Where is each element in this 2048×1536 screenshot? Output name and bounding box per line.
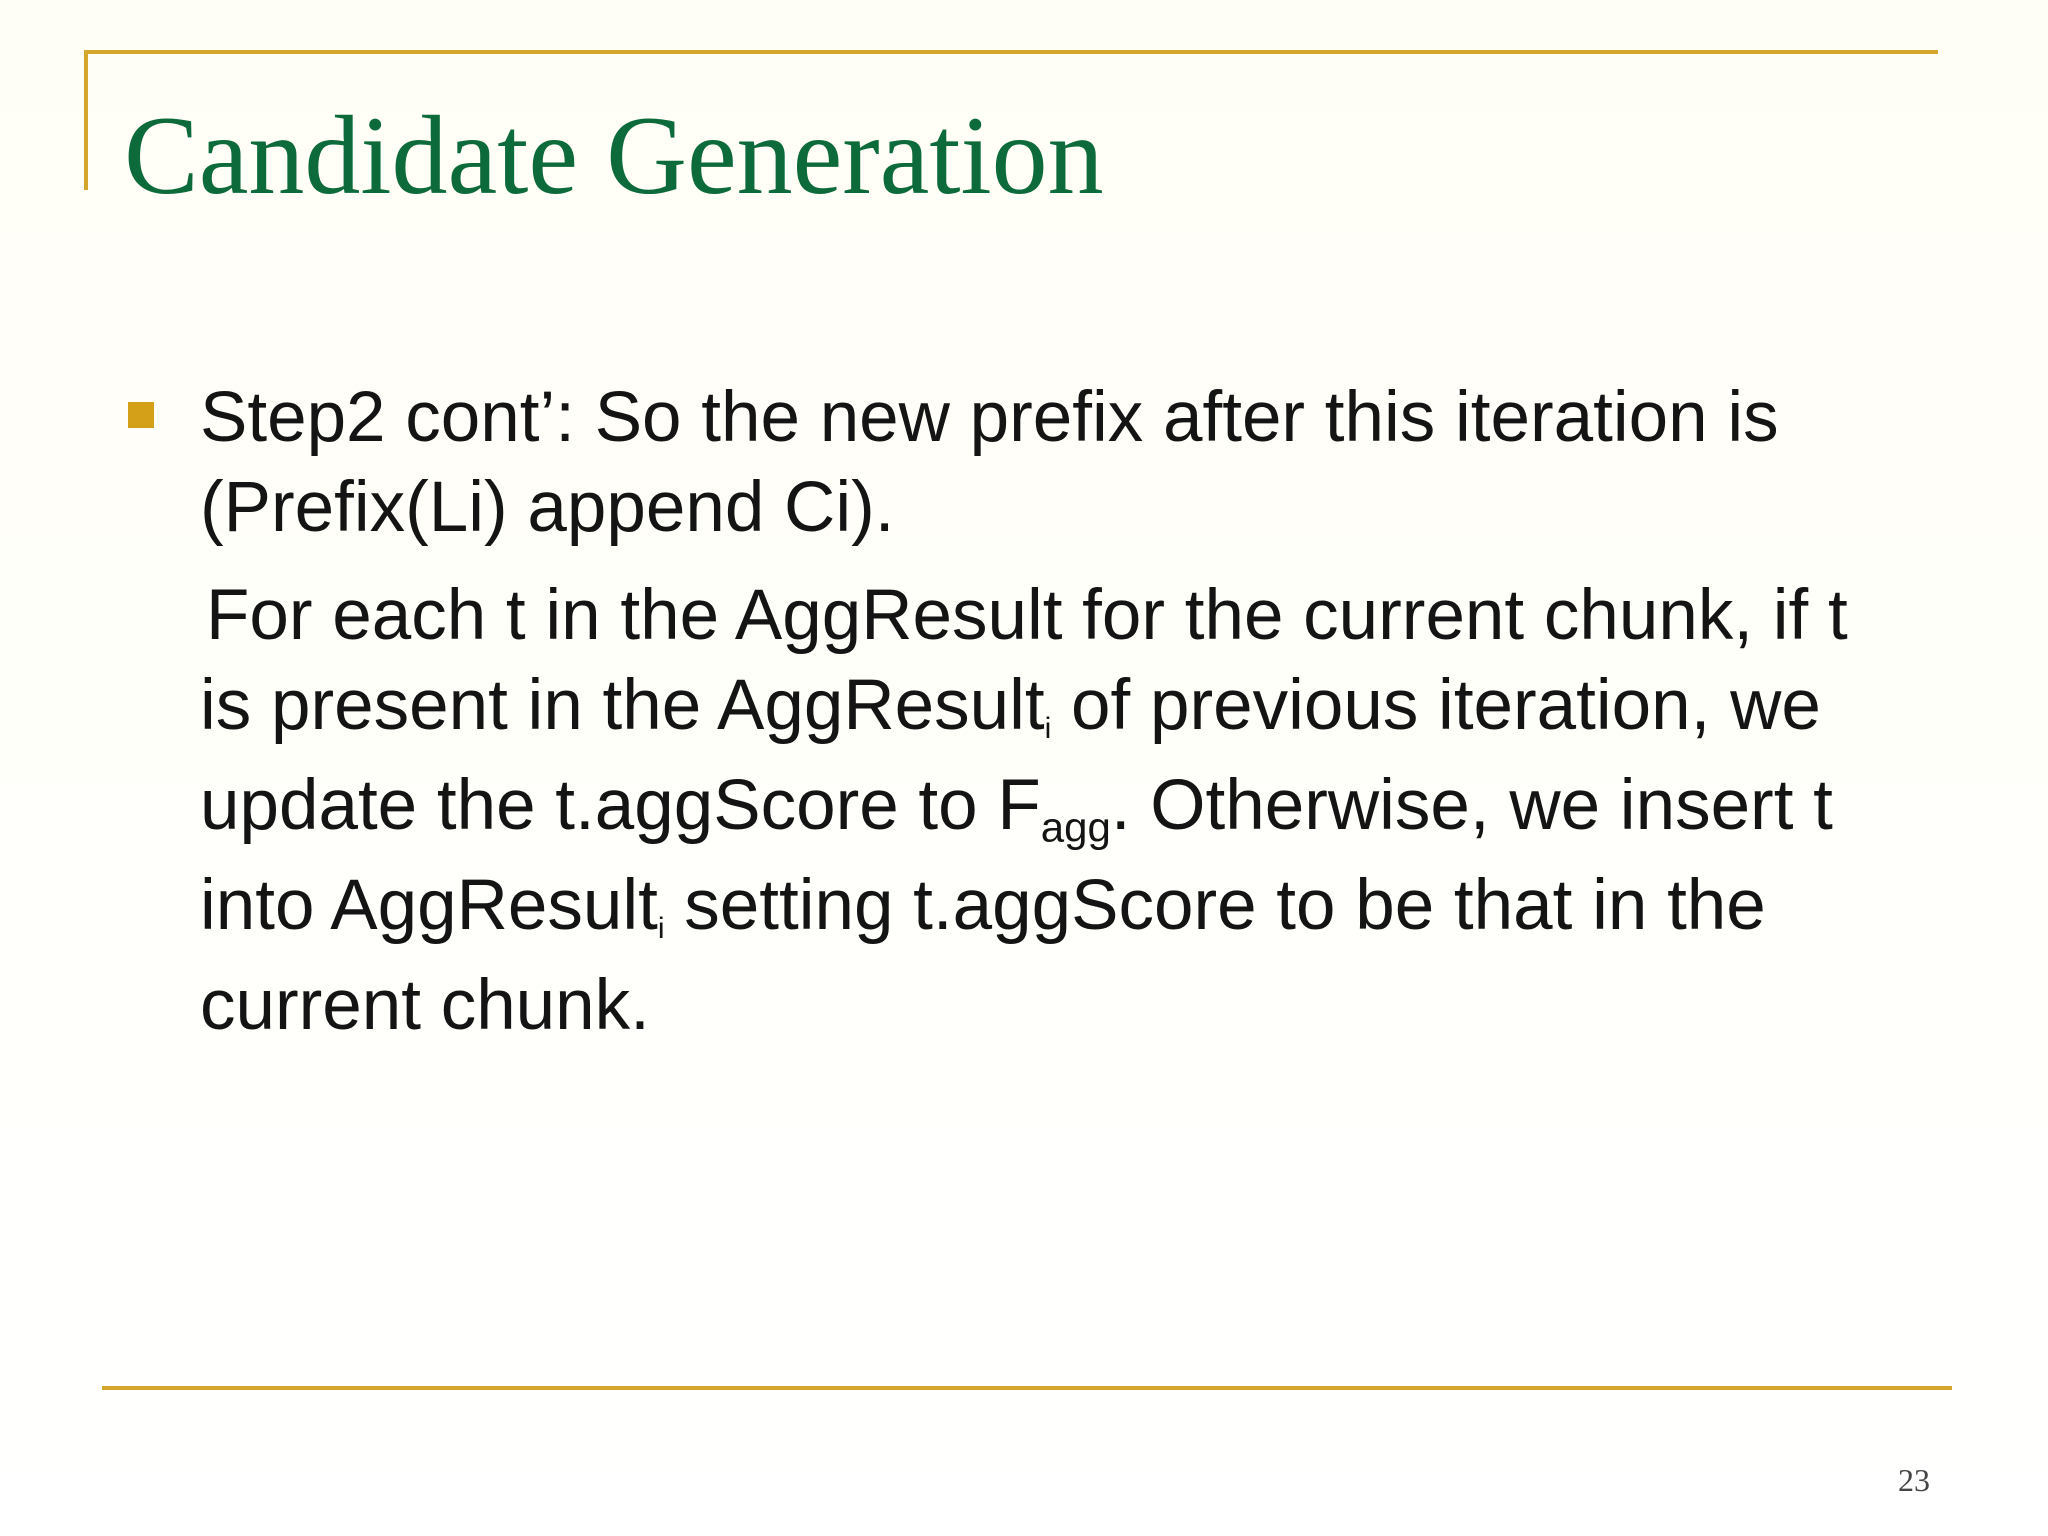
body-line-6-text-b: setting t.aggScore to be that in the — [664, 866, 1766, 945]
body-line-4 — [200, 664, 1821, 748]
bottom-accent-rule — [102, 1386, 1952, 1390]
body-line-4-text-a: is present in the AggResult — [200, 666, 1045, 745]
top-accent-rule — [84, 50, 1938, 54]
subscript-agg: agg — [1040, 803, 1111, 851]
body-line-6-text-a: into AggResult — [200, 866, 658, 945]
body-line-7: current chunk. — [200, 966, 650, 1045]
body-line-5-text-b: . Otherwise, we insert t — [1110, 766, 1833, 845]
slide-title: Candidate Generation — [124, 94, 1104, 218]
body-line-3: For each t in the AggResult for the current chunk, if t — [206, 576, 1848, 655]
subscript-i: i — [657, 912, 665, 945]
body-line-6 — [200, 864, 1766, 948]
body-line-4-text-b: of previous iteration, we — [1051, 666, 1821, 745]
square-bullet-icon — [128, 402, 154, 428]
body-line-1: Step2 cont’: So the new prefix after this iteration is — [200, 378, 1779, 457]
body-line-5-text-a: update the t.aggScore to F — [200, 766, 1041, 845]
left-accent-rule — [84, 50, 88, 190]
body-line-2: (Prefix(Li) append Ci). — [200, 468, 895, 547]
body-line-5 — [200, 764, 1833, 851]
subscript-i: i — [1044, 712, 1052, 745]
page-number: 23 — [1898, 1462, 1930, 1498]
